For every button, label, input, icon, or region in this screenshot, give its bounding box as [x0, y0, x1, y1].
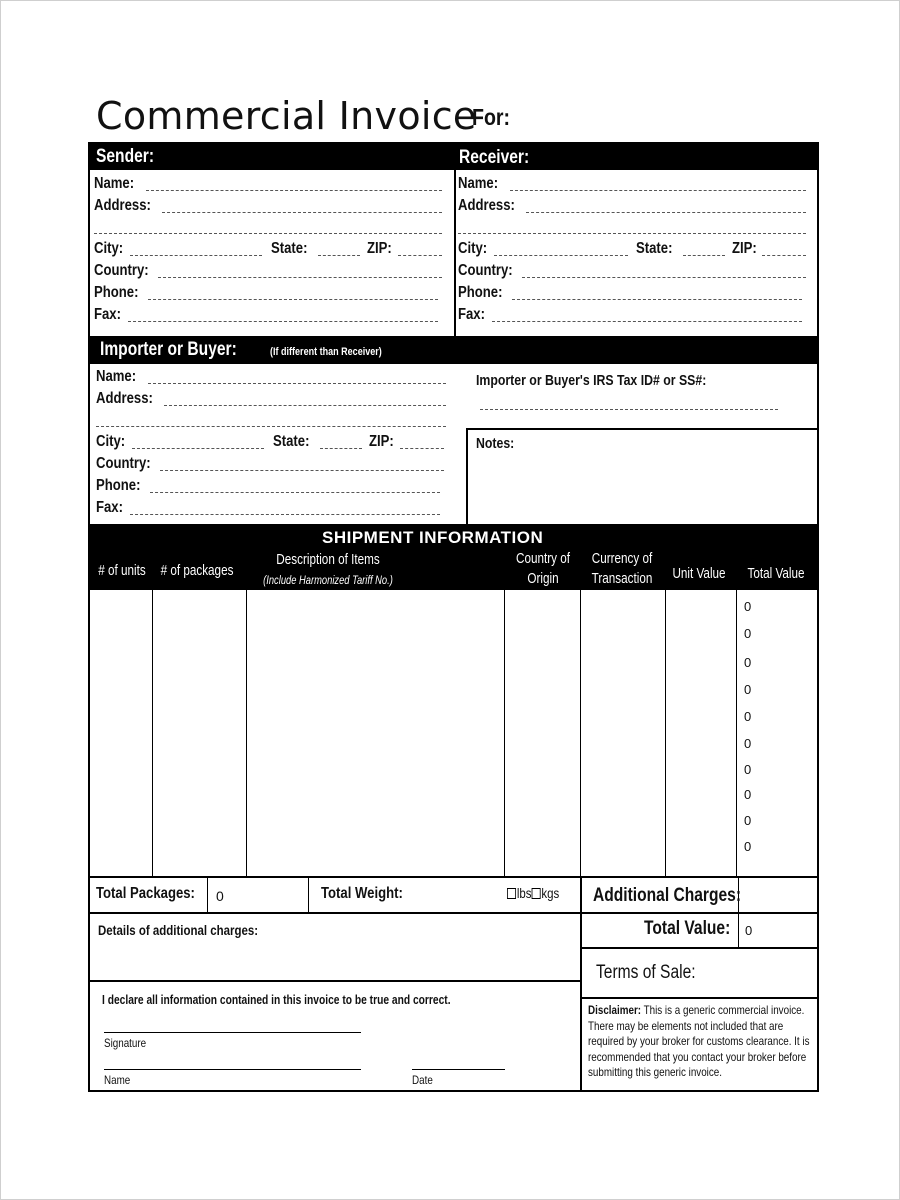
col-country-line2: Origin: [527, 570, 559, 587]
sender-state-label: State:: [271, 240, 308, 257]
receiver-zip-label: ZIP:: [732, 240, 757, 257]
receiver-name-label: Name:: [458, 175, 499, 192]
sender-phone-field[interactable]: [148, 299, 438, 300]
sender-fax-field[interactable]: [128, 321, 438, 322]
col-currency-line1: Currency of: [591, 550, 653, 567]
additional-charges-label: Additional Charges:: [593, 885, 742, 906]
sender-zip-label: ZIP:: [367, 240, 392, 257]
receiver-fax-label: Fax:: [458, 306, 485, 323]
col-country-line1: Country of: [516, 550, 570, 567]
sender-state-field[interactable]: [318, 255, 360, 256]
importer-zip-field[interactable]: [400, 448, 444, 449]
row-total-value: 0: [744, 655, 752, 670]
divider-currency: [665, 590, 666, 876]
col-description-note: (Include Harmonized Tariff No.): [263, 573, 393, 587]
sender-receiver-bar: [89, 143, 818, 170]
sender-phone-label: Phone:: [94, 284, 139, 301]
lbs-label: lbs: [516, 885, 532, 901]
date-line[interactable]: [412, 1069, 505, 1070]
importer-header-note: (If different than Receiver): [270, 346, 382, 358]
terms-of-sale-label: Terms of Sale:: [596, 962, 696, 983]
disclaimer-label: Disclaimer:: [588, 1003, 642, 1017]
tax-id-label: Importer or Buyer's IRS Tax ID# or SS#:: [476, 372, 707, 389]
sender-name-label: Name:: [94, 175, 135, 192]
name-label: Name: [104, 1073, 131, 1087]
total-packages-label: Total Packages:: [96, 885, 195, 902]
additional-charges-bottom-line: [580, 912, 818, 914]
importer-state-field[interactable]: [320, 448, 362, 449]
declaration-statement: I declare all information contained in this invoice to be true and correct.: [102, 993, 451, 1007]
totals-bottom-line-left: [89, 912, 580, 914]
row-total-value: 0: [744, 682, 752, 697]
divider-total-packages-value: [308, 877, 309, 913]
importer-fax-label: Fax:: [96, 499, 123, 516]
importer-zip-label: ZIP:: [369, 433, 394, 450]
col-currency-line2: Transaction: [591, 570, 653, 587]
row-total-value: 0: [744, 736, 752, 751]
name-line[interactable]: [104, 1069, 361, 1070]
receiver-fax-field[interactable]: [492, 321, 802, 322]
row-total-value: 0: [744, 787, 752, 802]
receiver-city-label: City:: [458, 240, 488, 257]
disclaimer-text: This is a generic commercial invoice. There may be elements not included that are required by your broker for customs clearance. It is recommended that you contact your broker before submitting this generic invoice.: [588, 1003, 810, 1079]
sender-country-field[interactable]: [158, 277, 442, 278]
shipment-header-title: SHIPMENT INFORMATION: [322, 528, 544, 547]
divider-total-packages: [207, 877, 208, 913]
row-total-value: 0: [744, 762, 752, 777]
sender-address-field-2[interactable]: [94, 233, 442, 234]
lbs-checkbox[interactable]: [507, 888, 516, 899]
disclaimer: [588, 1003, 811, 1081]
total-value-amount: 0: [745, 923, 753, 938]
row-total-value: 0: [744, 599, 752, 614]
sender-fax-label: Fax:: [94, 306, 121, 323]
weight-units: [507, 885, 559, 901]
sender-city-field[interactable]: [130, 255, 262, 256]
divider-country: [580, 590, 581, 876]
importer-name-field[interactable]: [148, 383, 446, 384]
receiver-state-field[interactable]: [683, 255, 725, 256]
receiver-zip-field[interactable]: [762, 255, 806, 256]
receiver-address-field[interactable]: [526, 212, 806, 213]
col-total-value: Total Value: [747, 565, 805, 582]
col-unit-value: Unit Value: [672, 565, 726, 582]
importer-country-label: Country:: [96, 455, 151, 472]
sender-header: Sender:: [96, 146, 155, 167]
importer-address-label: Address:: [96, 390, 153, 407]
receiver-address-field-2[interactable]: [458, 233, 806, 234]
sender-country-label: Country:: [94, 262, 149, 279]
receiver-phone-field[interactable]: [512, 299, 802, 300]
receiver-state-label: State:: [636, 240, 673, 257]
receiver-country-label: Country:: [458, 262, 513, 279]
notes-label: Notes:: [476, 435, 515, 452]
col-description: [262, 550, 393, 590]
importer-city-field[interactable]: [132, 448, 264, 449]
divider-unit-value: [736, 590, 737, 876]
importer-phone-label: Phone:: [96, 477, 141, 494]
totals-top-line: [89, 876, 818, 878]
importer-address-field[interactable]: [164, 405, 446, 406]
row-total-value: 0: [744, 709, 752, 724]
total-packages-value: 0: [216, 888, 224, 904]
row-total-value: 0: [744, 626, 752, 641]
row-total-value: 0: [744, 813, 752, 828]
receiver-city-field[interactable]: [494, 255, 628, 256]
details-bottom-line: [89, 980, 580, 982]
sender-city-label: City:: [94, 240, 124, 257]
for-label: For:: [472, 104, 511, 130]
receiver-phone-label: Phone:: [458, 284, 503, 301]
receiver-country-field[interactable]: [522, 277, 806, 278]
notes-box[interactable]: [466, 428, 818, 524]
total-value-label: Total Value:: [644, 918, 731, 939]
kgs-label: kgs: [541, 885, 560, 901]
col-description-label: Description of Items: [276, 551, 380, 568]
divider-right-panel: [580, 877, 582, 1091]
importer-state-label: State:: [273, 433, 310, 450]
date-label: Date: [412, 1073, 433, 1087]
divider-units: [152, 590, 153, 876]
tax-id-field[interactable]: [480, 409, 778, 410]
signature-line[interactable]: [104, 1032, 361, 1033]
importer-phone-field[interactable]: [150, 492, 440, 493]
sender-zip-field[interactable]: [398, 255, 442, 256]
sender-receiver-divider: [454, 170, 456, 336]
receiver-name-field[interactable]: [510, 190, 806, 191]
receiver-header: Receiver:: [459, 147, 530, 168]
col-currency: [589, 549, 655, 589]
importer-name-label: Name:: [96, 368, 137, 385]
importer-country-field[interactable]: [160, 470, 444, 471]
divider-packages: [246, 590, 247, 876]
sender-address-label: Address:: [94, 197, 151, 214]
page-title: Commercial Invoice: [96, 94, 477, 138]
details-additional-label: Details of additional charges:: [98, 922, 259, 938]
col-units: # of units: [98, 562, 146, 579]
importer-address-field-2[interactable]: [96, 426, 446, 427]
sender-address-field[interactable]: [162, 212, 442, 213]
total-weight-label: Total Weight:: [321, 885, 403, 902]
importer-city-label: City:: [96, 433, 126, 450]
col-packages: # of packages: [160, 562, 234, 579]
divider-description: [504, 590, 505, 876]
total-value-bottom-line: [580, 947, 818, 949]
terms-bottom-line: [580, 997, 818, 999]
signature-label: Signature: [104, 1036, 147, 1050]
importer-header: Importer or Buyer:: [100, 339, 237, 360]
receiver-address-label: Address:: [458, 197, 515, 214]
row-total-value: 0: [744, 839, 752, 854]
col-country: [514, 549, 572, 589]
importer-fax-field[interactable]: [130, 514, 440, 515]
kgs-checkbox[interactable]: [532, 888, 541, 899]
additional-charges-field[interactable]: [740, 878, 817, 912]
sender-name-field[interactable]: [146, 190, 442, 191]
